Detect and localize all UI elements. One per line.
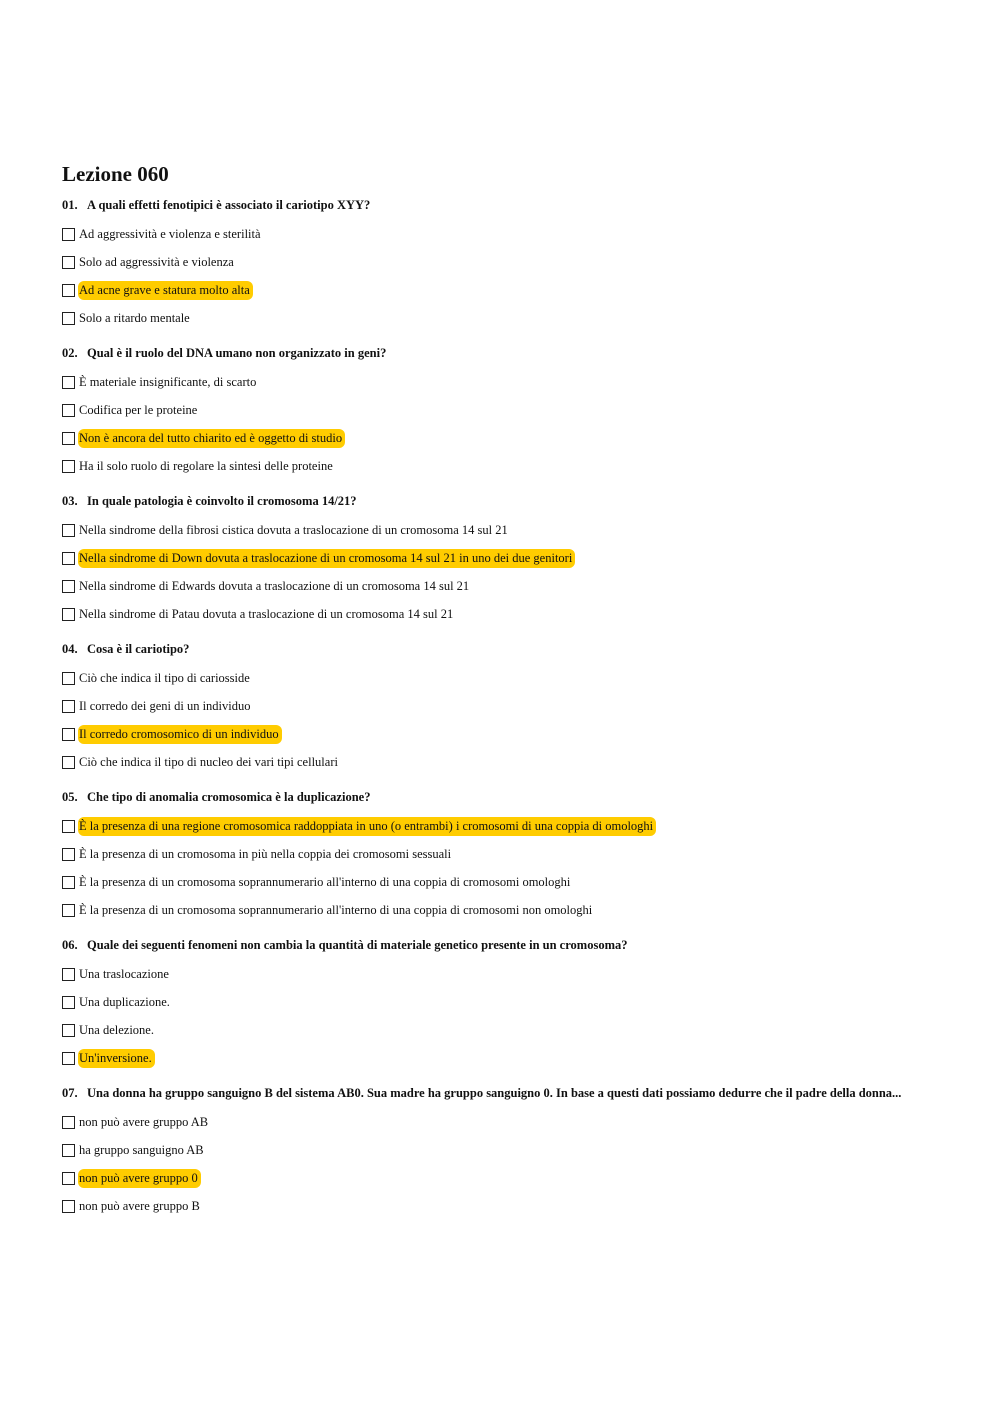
checkbox-icon[interactable] [62, 672, 75, 685]
answer-option[interactable] [62, 1108, 962, 1136]
answer-label: Codifica per le proteine [79, 402, 198, 417]
question-4 [62, 641, 962, 776]
checkbox-icon[interactable] [62, 996, 75, 1009]
question-label: In quale patologia è coinvolto il cromosoma 14/21? [87, 494, 357, 508]
question-text [62, 493, 962, 510]
question-label: A quali effetti fenotipici è associato il cariotipo XYY? [87, 198, 371, 212]
question-1 [62, 197, 962, 332]
question-text [62, 345, 962, 362]
checkbox-icon[interactable] [62, 968, 75, 981]
question-number: 04. [62, 642, 78, 656]
answer-option[interactable] [62, 248, 962, 276]
checkbox-icon[interactable] [62, 608, 75, 621]
answer-option[interactable] [62, 516, 962, 544]
question-number: 05. [62, 790, 78, 804]
checkbox-icon[interactable] [62, 756, 75, 769]
checkbox-icon[interactable] [62, 552, 75, 565]
answer-option[interactable] [62, 276, 962, 304]
answer-option[interactable] [62, 1016, 962, 1044]
answer-label: Nella sindrome della fibrosi cistica dovuta a traslocazione di un cromosoma 14 sul 21 [79, 522, 508, 537]
question-text [62, 789, 962, 806]
question-text [62, 937, 962, 954]
checkbox-icon[interactable] [62, 728, 75, 741]
checkbox-icon[interactable] [62, 1116, 75, 1129]
answer-option[interactable] [62, 544, 962, 572]
question-2 [62, 345, 962, 480]
question-label: Che tipo di anomalia cromosomica è la duplicazione? [87, 790, 371, 804]
answer-label: È la presenza di un cromosoma soprannumerario all'interno di una coppia di cromosomi non omologhi [79, 902, 593, 917]
answer-option[interactable] [62, 396, 962, 424]
answer-label: È la presenza di un cromosoma soprannumerario all'interno di una coppia di cromosomi omologhi [79, 874, 571, 889]
answer-option[interactable] [62, 572, 962, 600]
answer-option[interactable] [62, 452, 962, 480]
lesson-title: Lezione 060 [62, 162, 169, 186]
answer-label-highlighted: Ad acne grave e statura molto alta [78, 281, 253, 300]
answer-label: Nella sindrome di Patau dovuta a traslocazione di un cromosoma 14 sul 21 [79, 606, 454, 621]
answer-option[interactable] [62, 664, 962, 692]
answer-option[interactable] [62, 988, 962, 1016]
answer-label-highlighted: È la presenza di una regione cromosomica raddoppiata in uno (o entrambi) i cromosomi di una coppia di omologhi [78, 817, 656, 836]
question-label: Cosa è il cariotipo? [87, 642, 190, 656]
checkbox-icon[interactable] [62, 820, 75, 833]
answer-option[interactable] [62, 692, 962, 720]
checkbox-icon[interactable] [62, 1200, 75, 1213]
checkbox-icon[interactable] [62, 876, 75, 889]
question-number: 03. [62, 494, 78, 508]
answer-option[interactable] [62, 840, 962, 868]
checkbox-icon[interactable] [62, 1172, 75, 1185]
checkbox-icon[interactable] [62, 312, 75, 325]
checkbox-icon[interactable] [62, 228, 75, 241]
checkbox-icon[interactable] [62, 376, 75, 389]
checkbox-icon[interactable] [62, 432, 75, 445]
answer-option[interactable] [62, 896, 962, 924]
answer-label: Il corredo dei geni di un individuo [79, 698, 251, 713]
answer-label: non può avere gruppo AB [79, 1114, 209, 1129]
document-page [62, 160, 962, 1233]
answer-label-highlighted: Un'inversione. [78, 1049, 155, 1068]
question-number: 06. [62, 938, 78, 952]
question-list [62, 197, 962, 1220]
answer-label: Ciò che indica il tipo di nucleo dei vari tipi cellulari [79, 754, 338, 769]
answer-label: Una traslocazione [79, 966, 169, 981]
answer-label: Una delezione. [79, 1022, 154, 1037]
answer-option[interactable] [62, 424, 962, 452]
answer-label: Ha il solo ruolo di regolare la sintesi delle proteine [79, 458, 333, 473]
answer-label-highlighted: non può avere gruppo 0 [78, 1169, 201, 1188]
answer-option[interactable] [62, 1164, 962, 1192]
answer-label: Ad aggressività e violenza e sterilità [79, 226, 261, 241]
answer-label: Ciò che indica il tipo di cariosside [79, 670, 250, 685]
answer-label: È la presenza di un cromosoma in più nella coppia dei cromosomi sessuali [79, 846, 452, 861]
question-6 [62, 937, 962, 1072]
answer-label: ha gruppo sanguigno AB [79, 1142, 204, 1157]
answer-option[interactable] [62, 1136, 962, 1164]
answer-option[interactable] [62, 1044, 962, 1072]
checkbox-icon[interactable] [62, 460, 75, 473]
answer-option[interactable] [62, 600, 962, 628]
answer-label: Solo ad aggressività e violenza [79, 254, 234, 269]
answer-option[interactable] [62, 868, 962, 896]
checkbox-icon[interactable] [62, 848, 75, 861]
question-label: Qual è il ruolo del DNA umano non organizzato in geni? [87, 346, 387, 360]
question-text [62, 197, 962, 214]
answer-label-highlighted: Nella sindrome di Down dovuta a traslocazione di un cromosoma 14 sul 21 in uno dei due genitori [78, 549, 575, 568]
answer-option[interactable] [62, 368, 962, 396]
answer-option[interactable] [62, 1192, 962, 1220]
checkbox-icon[interactable] [62, 904, 75, 917]
checkbox-icon[interactable] [62, 1052, 75, 1065]
answer-label: non può avere gruppo B [79, 1198, 200, 1213]
answer-label: Nella sindrome di Edwards dovuta a traslocazione di un cromosoma 14 sul 21 [79, 578, 470, 593]
checkbox-icon[interactable] [62, 256, 75, 269]
question-number: 01. [62, 198, 78, 212]
answer-label: Una duplicazione. [79, 994, 170, 1009]
checkbox-icon[interactable] [62, 1144, 75, 1157]
checkbox-icon[interactable] [62, 524, 75, 537]
answer-option[interactable] [62, 720, 962, 748]
question-label: Una donna ha gruppo sanguigno B del sistema AB0. Sua madre ha gruppo sanguigno 0. In base a questi dati possiamo dedurre che il padre della donna... [87, 1086, 902, 1100]
question-5 [62, 789, 962, 924]
question-label: Quale dei seguenti fenomeni non cambia la quantità di materiale genetico presente in un cromosoma? [87, 938, 628, 952]
question-text [62, 641, 962, 658]
checkbox-icon[interactable] [62, 284, 75, 297]
answer-option[interactable] [62, 748, 962, 776]
checkbox-icon[interactable] [62, 700, 75, 713]
question-7 [62, 1085, 962, 1220]
question-text [62, 1085, 962, 1102]
answer-label: Solo a ritardo mentale [79, 310, 190, 325]
answer-option[interactable] [62, 960, 962, 988]
checkbox-icon[interactable] [62, 1024, 75, 1037]
answer-label: È materiale insignificante, di scarto [79, 374, 257, 389]
checkbox-icon[interactable] [62, 404, 75, 417]
answer-label-highlighted: Non è ancora del tutto chiarito ed è oggetto di studio [78, 429, 345, 448]
answer-option[interactable] [62, 304, 962, 332]
answer-label-highlighted: Il corredo cromosomico di un individuo [78, 725, 282, 744]
answer-option[interactable] [62, 220, 962, 248]
answer-option[interactable] [62, 812, 962, 840]
question-number: 02. [62, 346, 78, 360]
question-number: 07. [62, 1086, 78, 1100]
checkbox-icon[interactable] [62, 580, 75, 593]
question-3 [62, 493, 962, 628]
